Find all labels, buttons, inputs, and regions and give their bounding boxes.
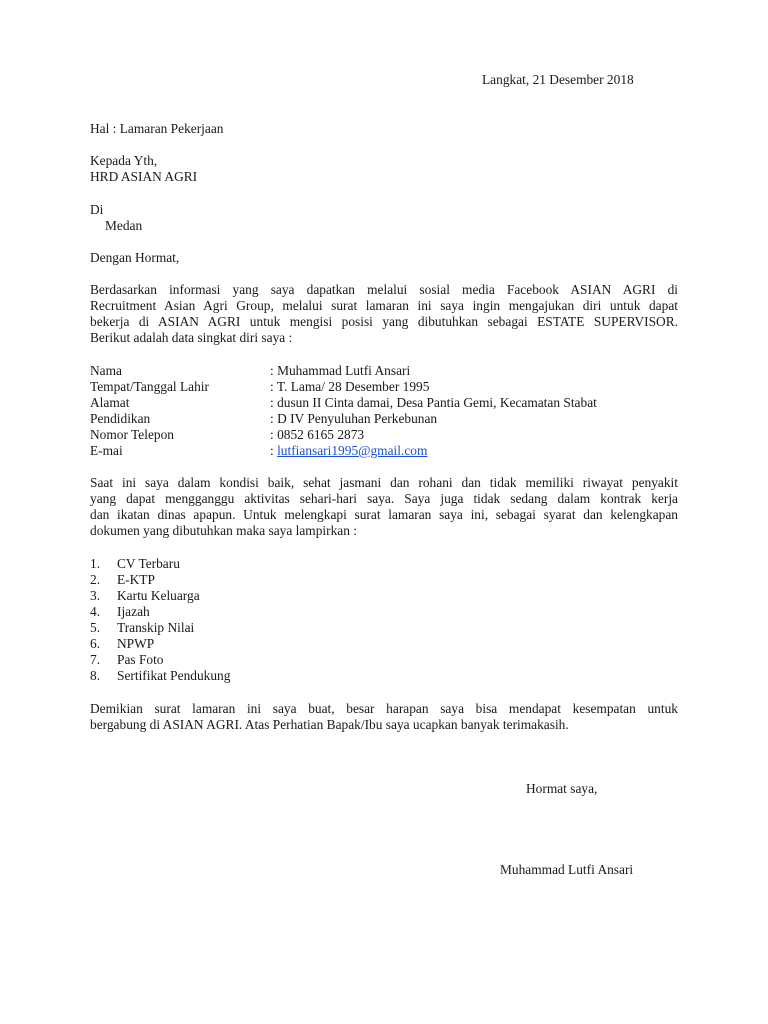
list-text: E-KTP bbox=[117, 572, 155, 587]
email-link[interactable]: lutfiansari1995@gmail.com bbox=[277, 443, 428, 458]
list-text: CV Terbaru bbox=[117, 556, 180, 571]
list-number: 2. bbox=[90, 572, 101, 587]
place-prefix: Di bbox=[90, 202, 104, 217]
list-text: NPWP bbox=[117, 636, 155, 651]
data-label: Alamat bbox=[90, 395, 130, 410]
condition-line: yang dapat mengganggu aktivitas sehari-hari saya. Saya juga tidak sedang dalam kontrak kerja bbox=[90, 491, 678, 506]
data-value: : Muhammad Lutfi Ansari bbox=[270, 363, 411, 378]
place-city: Medan bbox=[105, 218, 143, 233]
data-value bbox=[270, 443, 427, 459]
data-value: : D IV Penyuluhan Perkebunan bbox=[270, 411, 438, 426]
condition-line: Saat ini saya dalam kondisi baik, sehat jasmani dan rohani dan tidak memiliki riwayat penyakit bbox=[90, 475, 678, 490]
data-label: Nama bbox=[90, 363, 122, 378]
intro-line: Berdasarkan informasi yang saya dapatkan melalui sosial media Facebook ASIAN AGRI di bbox=[90, 282, 678, 297]
sign-off: Hormat saya, bbox=[526, 781, 598, 796]
list-number: 5. bbox=[90, 620, 101, 635]
closing-line: bergabung di ASIAN AGRI. Atas Perhatian Bapak/Ibu saya ucapkan banyak terimakasih. bbox=[90, 717, 569, 732]
data-label: E-mai bbox=[90, 443, 123, 458]
data-value: : 0852 6165 2873 bbox=[270, 427, 365, 442]
list-text: Pas Foto bbox=[117, 652, 164, 667]
data-row-name bbox=[90, 363, 650, 379]
condition-paragraph bbox=[90, 475, 678, 539]
list-text: Transkip Nilai bbox=[117, 620, 195, 635]
data-label: Pendidikan bbox=[90, 411, 151, 426]
intro-line: Recruitment Asian Agri Group, melalui surat lamaran ini saya ingin mengajukan diri untuk dapat bbox=[90, 298, 678, 313]
data-row-phone bbox=[90, 427, 650, 443]
condition-line: dan ikatan dinas apapun. Untuk melengkapi surat lamaran saya ini, sebagai syarat dan kelengkapan bbox=[90, 507, 678, 522]
data-row-education bbox=[90, 411, 650, 427]
list-text: Ijazah bbox=[117, 604, 150, 619]
subject-line: Hal : Lamaran Pekerjaan bbox=[90, 121, 224, 136]
data-row-email bbox=[90, 443, 650, 459]
recipient-line-1: Kepada Yth, bbox=[90, 153, 158, 168]
data-label: Tempat/Tanggal Lahir bbox=[90, 379, 209, 394]
list-number: 3. bbox=[90, 588, 101, 603]
list-number: 1. bbox=[90, 556, 101, 571]
data-label: Nomor Telepon bbox=[90, 427, 174, 442]
intro-paragraph bbox=[90, 282, 678, 346]
list-number: 7. bbox=[90, 652, 101, 667]
condition-line: dokumen yang dibutuhkan maka saya lampirkan : bbox=[90, 523, 358, 538]
list-number: 8. bbox=[90, 668, 101, 683]
greeting: Dengan Hormat, bbox=[90, 250, 180, 265]
data-value: : T. Lama/ 28 Desember 1995 bbox=[270, 379, 430, 394]
intro-line: Berikut adalah data singkat diri saya : bbox=[90, 330, 293, 345]
list-number: 4. bbox=[90, 604, 101, 619]
list-text: Kartu Keluarga bbox=[117, 588, 200, 603]
signatory-name: Muhammad Lutfi Ansari bbox=[500, 862, 634, 877]
data-value: : dusun II Cinta damai, Desa Pantia Gemi, Kecamatan Stabat bbox=[270, 395, 597, 410]
list-text: Sertifikat Pendukung bbox=[117, 668, 231, 683]
closing-line: Demikian surat lamaran ini saya buat, besar harapan saya bisa mendapat kesempatan untuk bbox=[90, 701, 678, 716]
closing-paragraph bbox=[90, 701, 678, 733]
recipient-line-2: HRD ASIAN AGRI bbox=[90, 169, 198, 184]
data-row-address bbox=[90, 395, 650, 411]
intro-line: bekerja di ASIAN AGRI untuk mengisi posisi yang dibutuhkan sebagai ESTATE SUPERVISOR. bbox=[90, 314, 678, 329]
email-prefix: : bbox=[270, 443, 278, 458]
data-row-birth bbox=[90, 379, 650, 395]
list-number: 6. bbox=[90, 636, 101, 651]
date-line: Langkat, 21 Desember 2018 bbox=[482, 72, 634, 87]
